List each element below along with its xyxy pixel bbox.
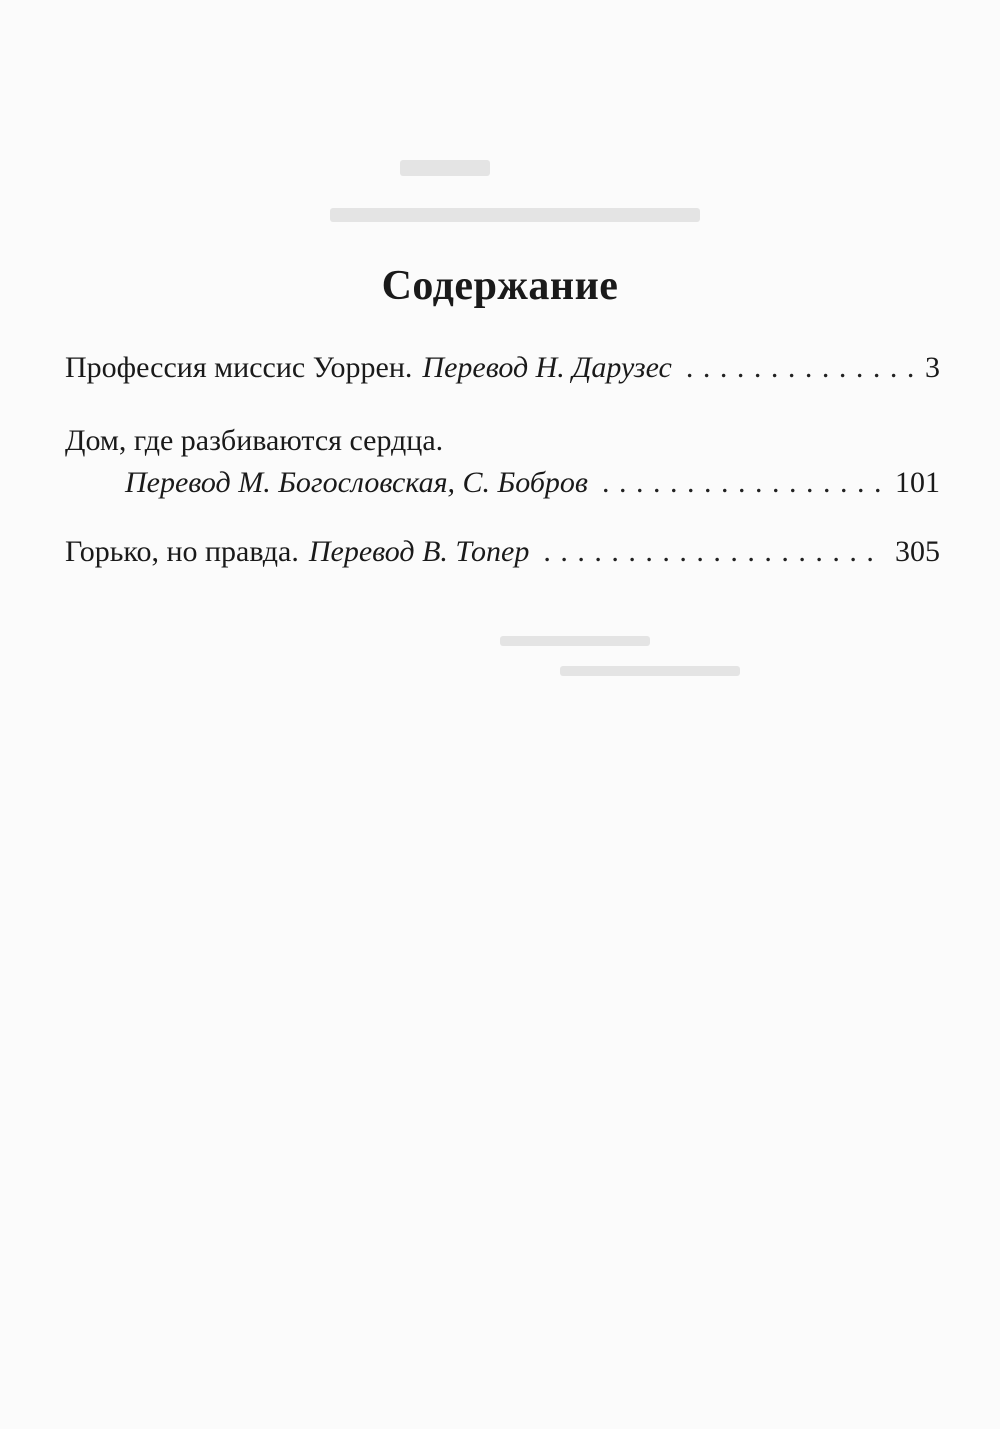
- bleed-through-mark: [330, 208, 700, 222]
- toc-entry-page-number: 305: [895, 535, 940, 568]
- toc-entry-translator: Перевод М. Богословская, С. Бобров: [125, 466, 588, 499]
- toc-entry-translator: Перевод Н. Дарузес: [422, 351, 672, 384]
- toc-entry-title: Дом, где разбиваются сердца.: [65, 424, 444, 457]
- bleed-through-mark: [500, 636, 650, 646]
- toc-entry-translator: Перевод В. Топер: [308, 535, 530, 568]
- bleed-through-mark: [400, 160, 490, 176]
- bleed-through-mark: [560, 666, 740, 676]
- toc-entry[interactable]: [65, 423, 940, 501]
- page-title: Содержание: [381, 263, 619, 309]
- toc-entry[interactable]: [65, 534, 940, 570]
- toc-entry-title: Горько, но правда.: [65, 535, 299, 568]
- toc-entry-page-number: 3: [925, 351, 940, 384]
- dot-leader: [543, 534, 885, 570]
- toc-entry[interactable]: [65, 350, 940, 386]
- dot-leader: [686, 350, 915, 386]
- toc-entry-title: Профессия миссис Уоррен.: [65, 351, 413, 384]
- dot-leader: [602, 465, 885, 501]
- toc-entry-page-number: 101: [895, 466, 940, 499]
